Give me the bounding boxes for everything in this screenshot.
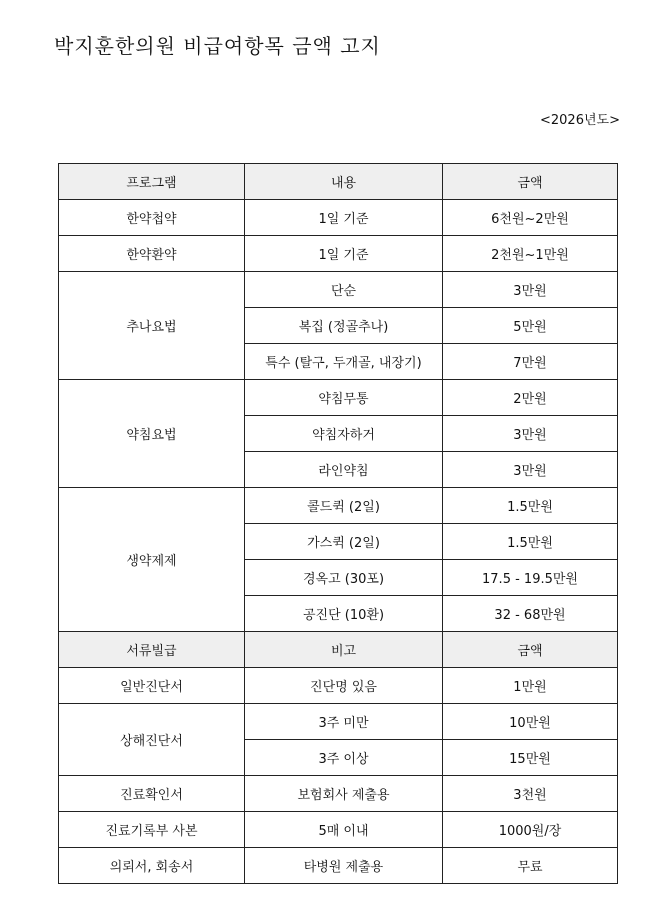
- price-cell: 3만원: [443, 272, 618, 308]
- table-row: [59, 848, 618, 884]
- content-cell: 약침무통: [245, 380, 443, 416]
- price-cell: 7만원: [443, 344, 618, 380]
- price-cell: 1만원: [443, 668, 618, 704]
- content-cell: 라인약침: [245, 452, 443, 488]
- column-header: 금액: [443, 632, 618, 668]
- group-cell: 상해진단서: [59, 704, 245, 776]
- table-row: [59, 272, 618, 308]
- column-header: 금액: [443, 164, 618, 200]
- price-cell: 2천원~1만원: [443, 236, 618, 272]
- fee-table: [58, 163, 618, 884]
- column-header: 내용: [245, 164, 443, 200]
- content-cell: 단순: [245, 272, 443, 308]
- price-cell: 6천원~2만원: [443, 200, 618, 236]
- price-cell: 10만원: [443, 704, 618, 740]
- price-cell: 15만원: [443, 740, 618, 776]
- content-cell: 특수 (탈구, 두개골, 내장기): [245, 344, 443, 380]
- content-cell: 콜드퀵 (2일): [245, 488, 443, 524]
- table-row: [59, 668, 618, 704]
- group-cell: 일반진단서: [59, 668, 245, 704]
- group-cell: 진료기록부 사본: [59, 812, 245, 848]
- content-cell: 1일 기준: [245, 236, 443, 272]
- column-header: 비고: [245, 632, 443, 668]
- group-cell: 의뢰서, 회송서: [59, 848, 245, 884]
- group-cell: 약침요법: [59, 380, 245, 488]
- content-cell: 경옥고 (30포): [245, 560, 443, 596]
- table-row: [59, 776, 618, 812]
- column-header: 서류빌급: [59, 632, 245, 668]
- content-cell: 3주 미만: [245, 704, 443, 740]
- price-cell: 1.5만원: [443, 524, 618, 560]
- content-cell: 3주 이상: [245, 740, 443, 776]
- page-title: 박지훈한의원 비급여항목 금액 고지: [54, 34, 381, 58]
- table-header-programs: [59, 164, 618, 200]
- content-cell: 1일 기준: [245, 200, 443, 236]
- content-cell: 진단명 있음: [245, 668, 443, 704]
- content-cell: 5매 이내: [245, 812, 443, 848]
- group-cell: 진료확인서: [59, 776, 245, 812]
- content-cell: 보험회사 제출용: [245, 776, 443, 812]
- table-row: [59, 236, 618, 272]
- table-row: [59, 488, 618, 524]
- price-cell: 2만원: [443, 380, 618, 416]
- column-header: 프로그램: [59, 164, 245, 200]
- table-row: [59, 380, 618, 416]
- price-cell: 3천원: [443, 776, 618, 812]
- content-cell: 타병원 제출용: [245, 848, 443, 884]
- price-cell: 1.5만원: [443, 488, 618, 524]
- group-cell: 추나요법: [59, 272, 245, 380]
- price-cell: 무료: [443, 848, 618, 884]
- fee-table-body: [59, 164, 618, 884]
- group-cell: 생약제제: [59, 488, 245, 632]
- table-header-documents: [59, 632, 618, 668]
- price-cell: 17.5 - 19.5만원: [443, 560, 618, 596]
- content-cell: 가스퀵 (2일): [245, 524, 443, 560]
- price-cell: 1000원/장: [443, 812, 618, 848]
- group-cell: 한약환약: [59, 236, 245, 272]
- table-row: [59, 812, 618, 848]
- table-row: [59, 704, 618, 740]
- content-cell: 복집 (정골추나): [245, 308, 443, 344]
- group-cell: 한약첩약: [59, 200, 245, 236]
- content-cell: 공진단 (10환): [245, 596, 443, 632]
- price-cell: 5만원: [443, 308, 618, 344]
- content-cell: 약침자하거: [245, 416, 443, 452]
- price-cell: 32 - 68만원: [443, 596, 618, 632]
- price-cell: 3만원: [443, 416, 618, 452]
- price-cell: 3만원: [443, 452, 618, 488]
- table-row: [59, 200, 618, 236]
- year-label: <2026년도>: [540, 113, 620, 128]
